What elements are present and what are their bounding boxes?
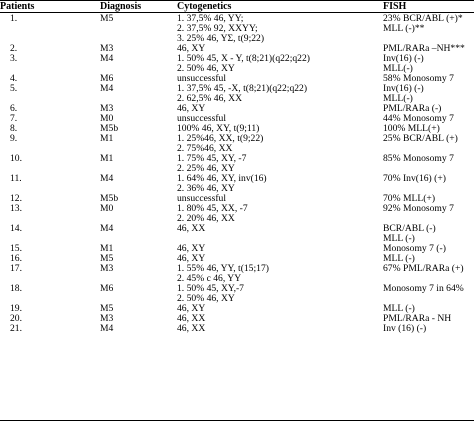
fish-line: 70% MLL(+) [383, 193, 436, 204]
fish-line: 70% Inv(16) (+) [383, 173, 446, 184]
cytogenetics-line: unsuccessful [177, 113, 227, 124]
cytogenetics-line: 46, XY [177, 303, 206, 314]
cytogenetics-line: 1. 80% 45, XX, -7 [177, 203, 248, 214]
cytogenetics-line: 1. 50% 45, XY,-7 [177, 283, 244, 294]
diagnosis-cell: M6 [100, 73, 114, 84]
diagnosis-cell: M5 [100, 13, 114, 24]
fish-line: 100% MLL(+) [383, 123, 440, 134]
patient-number: 21. [10, 323, 22, 334]
patient-number: 16. [10, 253, 22, 264]
patient-number: 6. [10, 103, 18, 114]
diagnosis-cell: M3 [100, 103, 114, 114]
cytogenetics-line: 2. 37,5% 92, XXYY; [177, 23, 258, 34]
patient-number: 20. [10, 313, 22, 324]
cytogenetics-line: 1. 50% 45, X - Y, t(8;21)(q22;q22) [177, 53, 310, 64]
cytogenetics-line: 46, XY [177, 243, 206, 254]
diagnosis-cell: M6 [100, 283, 114, 294]
diagnosis-cell: M0 [100, 203, 114, 214]
cytogenetics-line: 2. 62,5% 46, XX [177, 93, 243, 104]
fish-line: 25% BCR/ABL (+) [383, 133, 458, 144]
patient-number: 7. [10, 113, 18, 124]
diagnosis-cell: M3 [100, 313, 114, 324]
cytogenetics-line: 1. 37,5% 46, YY; [177, 13, 244, 24]
patient-number: 18. [10, 283, 22, 294]
diagnosis-cell: M4 [100, 83, 114, 94]
fish-line: PML/RARa –NH*** [383, 43, 465, 54]
diagnosis-cell: M5 [100, 253, 114, 264]
patient-number: 8. [10, 123, 18, 134]
fish-line: 92% Monosomy 7 [383, 203, 454, 214]
fish-line: MLL(-) [383, 93, 413, 104]
diagnosis-cell: M1 [100, 243, 114, 254]
diagnosis-cell: M0 [100, 113, 114, 124]
cytogenetics-line: 100% 46, XY, t(9;11) [177, 123, 260, 134]
header-cytogenetics: Cytogenetics [177, 1, 232, 12]
cytogenetics-line: 46, XX [177, 313, 206, 324]
cytogenetics-line: 1. 37,5% 45, -X, t(8;21)(q22;q22) [177, 83, 308, 94]
cytogenetics-line: 2. 25% 46, XY [177, 163, 235, 174]
diagnosis-cell: M4 [100, 173, 114, 184]
cytogenetics-line: unsuccessful [177, 73, 227, 84]
cytogenetics-line: 1. 64% 46, XY, inv(16) [177, 173, 267, 184]
diagnosis-cell: M5 [100, 303, 114, 314]
patient-number: 14. [10, 223, 22, 234]
cytogenetics-line: 2. 75%46, XX [177, 143, 233, 154]
fish-line: PML/RARa - NH [383, 313, 452, 324]
diagnosis-cell: M5b [100, 193, 119, 204]
fish-line: Inv (16) (-) [383, 323, 427, 334]
cytogenetics-line: 3. 25% 46, YΣ, t(9;22) [177, 33, 265, 44]
fish-line: MLL (-) [383, 233, 415, 244]
header-fish: FISH [383, 1, 407, 12]
table-bottom-rule [0, 420, 474, 421]
cytogenetics-line: unsuccessful [177, 193, 227, 204]
fish-line: Monosomy 7 (-) [383, 243, 446, 254]
patient-number: 4. [10, 73, 18, 84]
diagnosis-cell: M4 [100, 223, 114, 234]
cytogenetics-line: 46, XY [177, 103, 206, 114]
fish-line: MLL(-) [383, 63, 413, 74]
patient-number: 1. [10, 13, 18, 24]
diagnosis-cell: M3 [100, 263, 114, 274]
cytogenetics-line: 2. 36% 46, XY [177, 183, 235, 194]
patient-number: 12. [10, 193, 22, 204]
fish-line: 23% BCR/ABL (+)* [383, 13, 463, 24]
fish-line: PML/RARa (-) [383, 103, 442, 114]
fish-line: Inv(16) (-) [383, 53, 424, 64]
cytogenetics-line: 2. 45% c 46, YY [177, 273, 242, 284]
patient-number: 19. [10, 303, 22, 314]
cytogenetics-line: 2. 50% 46, XY [177, 63, 235, 74]
fish-line: MLL (-) [383, 253, 415, 264]
cytogenetics-line: 2. 20% 46, XX [177, 213, 235, 224]
cytogenetics-line: 46, XY [177, 253, 206, 264]
fish-line: Monosomy 7 in 64% [383, 283, 464, 294]
cytogenetics-line: 46, XY [177, 43, 206, 54]
header-patients: Patients [0, 1, 35, 12]
cytogenetics-line: 1. 55% 46, YY, t(15;17) [177, 263, 269, 274]
diagnosis-cell: M4 [100, 53, 114, 64]
fish-line: MLL (-)** [383, 23, 425, 34]
patient-number: 11. [10, 173, 22, 184]
fish-line: 44% Monosomy 7 [383, 113, 454, 124]
fish-line: 85% Monosomy 7 [383, 153, 454, 164]
fish-line: Inv(16) (-) [383, 83, 424, 94]
cytogenetics-line: 46, XX [177, 323, 206, 334]
cytogenetics-line: 1. 25%46, XX, t(9;22) [177, 133, 264, 144]
patient-number: 9. [10, 133, 18, 144]
patient-number: 3. [10, 53, 18, 64]
diagnosis-cell: M3 [100, 43, 114, 54]
patient-number: 5. [10, 83, 18, 94]
patient-number: 17. [10, 263, 22, 274]
patient-number: 10. [10, 153, 22, 164]
cytogenetics-line: 1. 75% 45, XY, -7 [177, 153, 247, 164]
diagnosis-cell: M1 [100, 153, 114, 164]
fish-line: 67% PML/RARa (+) [383, 263, 464, 274]
patient-number: 13. [10, 203, 22, 214]
fish-line: MLL (-) [383, 303, 415, 314]
diagnosis-cell: M4 [100, 323, 114, 334]
cytogenetics-line: 46, XX [177, 223, 206, 234]
diagnosis-cell: M5b [100, 123, 119, 134]
header-diagnosis: Diagnosis [100, 1, 142, 12]
diagnosis-cell: M1 [100, 133, 114, 144]
cytogenetics-line: 2. 50% 46, XY [177, 293, 235, 304]
fish-line: 58% Monosomy 7 [383, 73, 454, 84]
patient-number: 2. [10, 43, 18, 54]
patient-number: 15. [10, 243, 22, 254]
fish-line: BCR/ABL (-) [383, 223, 436, 234]
